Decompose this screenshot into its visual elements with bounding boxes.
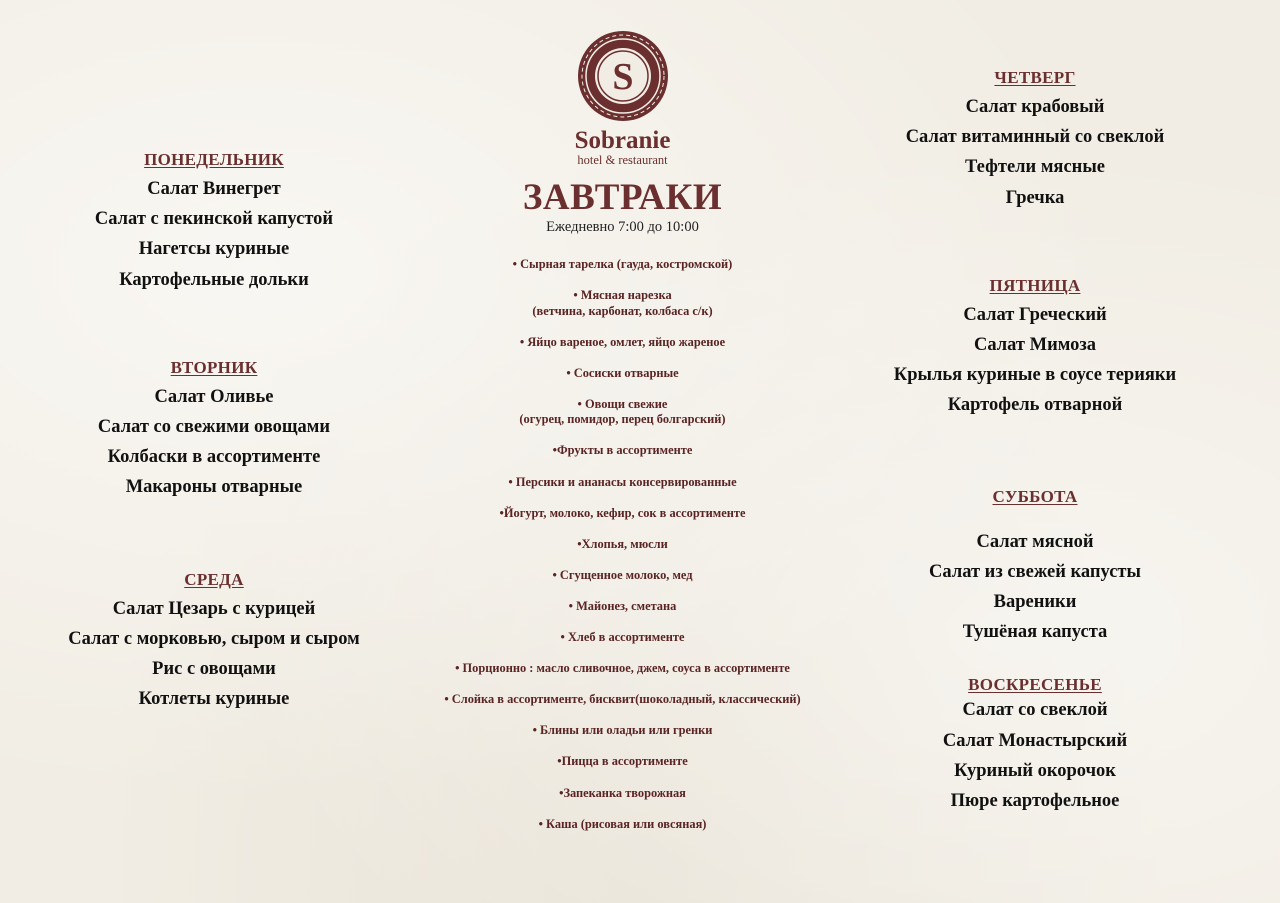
dish: Колбаски в ассортименте — [107, 447, 321, 468]
dish: Салат витаминный со свеклой — [905, 127, 1165, 148]
dish: Нагетсы куриные — [138, 239, 290, 260]
day-title-saturday: СУББОТА — [992, 486, 1078, 506]
schedule: Ежедневно 7:00 до 10:00 — [546, 219, 699, 235]
day-title-friday: ПЯТНИЦА — [989, 275, 1081, 295]
breakfast-item-text: • Слойка в ассортименте, бисквит(шоколадный, классический) — [444, 692, 801, 707]
dish: Куриный окорочок — [954, 760, 1116, 781]
dish: Салат из свежей капусты — [929, 561, 1141, 582]
breakfast-item — [410, 568, 835, 584]
dish: Салат Оливье — [154, 386, 274, 407]
breakfast-item-text: •Пицца в ассортименте — [557, 754, 688, 769]
day-title-wednesday: СРЕДА — [184, 569, 244, 589]
breakfast-item — [410, 630, 835, 646]
breakfast-item-text: • Сырная тарелка (гауда, костромской) — [512, 257, 733, 271]
breakfast-item — [410, 599, 835, 615]
day-title-thursday: ЧЕТВЕРГ — [994, 68, 1076, 87]
dish: Крылья куриные в соусе терияки — [893, 365, 1177, 386]
day-title-monday: ПОНЕДЕЛЬНИК — [144, 150, 284, 169]
breakfast-list — [410, 257, 835, 832]
breakfast-item-text: • Сосиски отварные — [566, 365, 679, 380]
dish: Макароны отварные — [125, 477, 303, 498]
dish: Салат Греческий — [963, 304, 1107, 325]
breakfast-item-text: •Фрукты в ассортименте — [552, 443, 693, 458]
breakfast-item — [410, 475, 835, 491]
brand-subtitle: hotel & restaurant — [577, 153, 668, 167]
breakfast-item — [410, 692, 835, 708]
dish: Картофель отварной — [947, 395, 1123, 416]
breakfast-item — [410, 288, 835, 319]
breakfast-item — [410, 537, 835, 553]
breakfast-item — [410, 817, 835, 833]
breakfast-item — [410, 506, 835, 522]
breakfast-item-text: •Хлопья, мюсли — [577, 536, 668, 551]
breakfast-item — [410, 443, 835, 459]
breakfast-item — [410, 723, 835, 739]
right-column — [880, 68, 1190, 816]
breakfast-item-text: • Блины или оладьи или гренки — [532, 723, 713, 738]
breakfast-item-detail: (ветчина, карбонат, колбаса с/к) — [532, 303, 713, 318]
dish: Пюре картофельное — [950, 791, 1120, 812]
day-friday — [880, 276, 1190, 421]
breakfast-item — [410, 335, 835, 351]
breakfast-item-text: • Майонез, сметана — [568, 598, 677, 613]
day-thursday — [880, 68, 1190, 213]
breakfast-item-text: •Йогурт, молоко, кефир, сок в ассортименте — [499, 505, 746, 520]
day-title-tuesday: ВТОРНИК — [170, 357, 258, 377]
breakfast-item-text: • Овощи свежие — [577, 396, 668, 411]
breakfast-item — [410, 257, 835, 273]
day-tuesday — [40, 358, 388, 503]
logo-letter: S — [611, 56, 634, 98]
brand-name: Sobranie — [574, 127, 671, 154]
sobranie-logo-icon — [577, 30, 669, 122]
dish: Картофельные дольки — [119, 269, 309, 290]
day-title-sunday: ВОСКРЕСЕНЬЕ — [968, 675, 1102, 695]
day-saturday — [880, 487, 1190, 648]
dish: Вареники — [993, 592, 1077, 613]
breakfast-item — [410, 754, 835, 770]
dish: Салат с морковью, сыром и сыром — [68, 628, 360, 649]
breakfast-item — [410, 397, 835, 428]
day-monday — [40, 150, 388, 295]
dish: Салат с пекинской капустой — [94, 209, 334, 230]
breakfast-item-text: • Яйцо вареное, омлет, яйцо жареное — [519, 334, 726, 349]
breakfast-item-text: • Порционно : масло сливочное, джем, соуса в ассортименте — [455, 661, 790, 676]
day-sunday — [880, 675, 1190, 816]
breakfast-item — [410, 786, 835, 802]
dish: Салат крабовый — [965, 97, 1105, 117]
breakfast-item — [410, 661, 835, 677]
page-title: ЗАВТРАКИ — [522, 177, 723, 218]
dish: Салат со свеклой — [962, 700, 1108, 721]
dish: Салат Цезарь с курицей — [112, 598, 316, 619]
breakfast-item-detail: (огурец, помидор, перец болгарский) — [519, 412, 726, 427]
dish: Котлеты куриные — [138, 689, 290, 710]
dish: Салат со свежими овощами — [97, 417, 331, 438]
breakfast-item-text: • Хлеб в ассортименте — [560, 630, 685, 645]
dish: Тефтели мясные — [965, 157, 1105, 178]
dish: Салат Монастырский — [942, 730, 1128, 751]
middle-column — [410, 30, 835, 832]
breakfast-item-text: • Мясная нарезка — [573, 288, 672, 303]
dish: Салат Винегрет — [147, 179, 281, 199]
breakfast-item-text: • Сгущенное молоко, мед — [552, 567, 693, 582]
dish: Салат мясной — [976, 531, 1094, 552]
dish: Тушёная капуста — [962, 622, 1108, 643]
dish: Гречка — [1005, 187, 1065, 208]
day-wednesday — [40, 570, 388, 715]
left-column — [40, 150, 388, 714]
breakfast-item-text: • Персики и ананасы консервированные — [508, 474, 737, 489]
breakfast-item — [410, 366, 835, 382]
breakfast-item-text: • Каша (рисовая или овсяная) — [538, 816, 707, 831]
dish: Салат Мимоза — [973, 335, 1097, 356]
breakfast-item-text: •Запеканка творожная — [559, 785, 686, 800]
dish: Рис с овощами — [152, 659, 276, 680]
